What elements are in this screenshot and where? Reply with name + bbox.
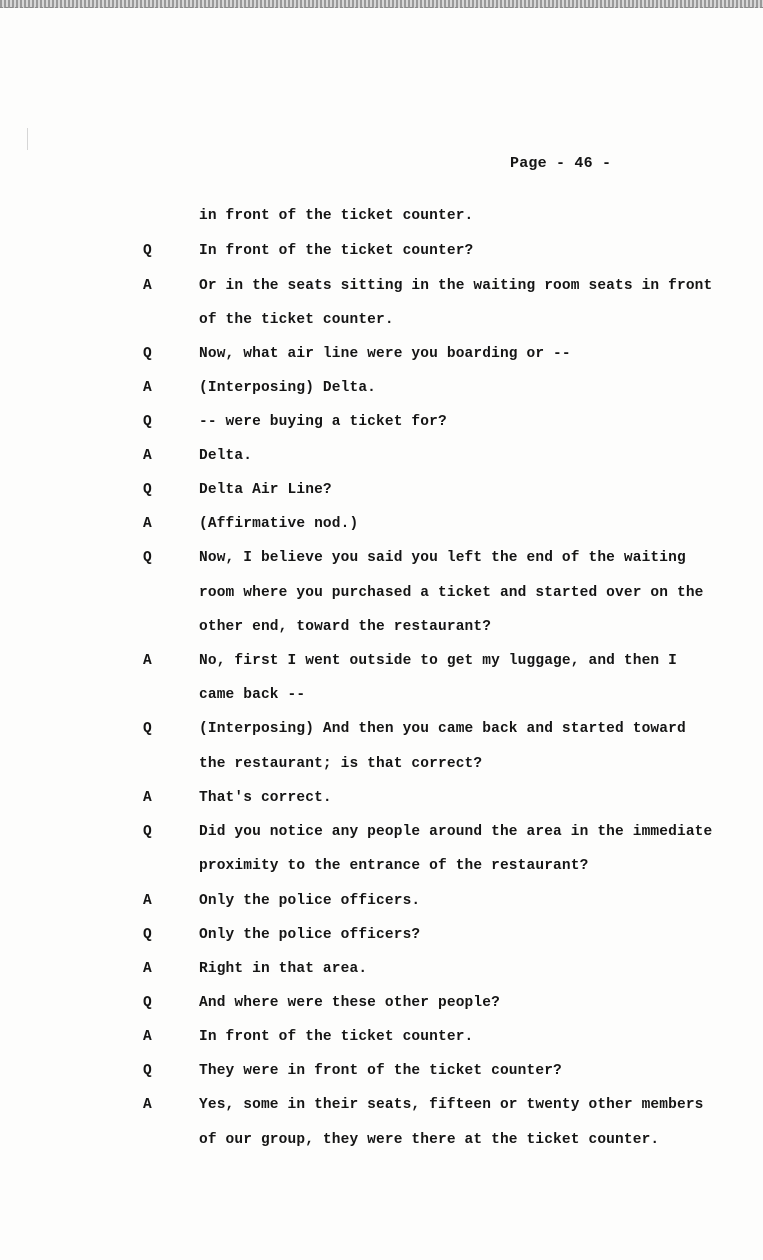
line-text: In front of the ticket counter? [199,243,474,259]
line-text: Did you notice any people around the area in the immediate [199,824,713,840]
line-text: of our group, they were there at the ticket counter. [199,1132,660,1148]
line-text: (Affirmative nod.) [199,516,359,532]
line-text: Only the police officers. [199,893,421,909]
line-text: -- were buying a ticket for? [199,414,447,430]
line-text: That's correct. [199,790,332,806]
page-number: Page - 46 - [510,155,612,172]
line-text: Delta. [199,448,253,464]
line-text: Now, what air line were you boarding or -- [199,346,571,362]
line-text: In front of the ticket counter. [199,1029,474,1045]
line-text: Only the police officers? [199,927,421,943]
line-text: of the ticket counter. [199,312,394,328]
line-text: the restaurant; is that correct? [199,756,483,772]
speaker-label: Q [143,482,152,498]
line-text: in front of the ticket counter. [199,208,474,224]
line-text: Delta Air Line? [199,482,332,498]
line-text: room where you purchased a ticket and started over on the [199,585,704,601]
line-text: (Interposing) And then you came back and started toward [199,721,686,737]
speaker-label: Q [143,721,152,737]
speaker-label: Q [143,824,152,840]
line-text: They were in front of the ticket counter? [199,1063,562,1079]
speaker-label: A [143,653,152,669]
speaker-label: Q [143,995,152,1011]
speaker-label: Q [143,550,152,566]
scan-artifact [27,128,30,150]
line-text: Now, I believe you said you left the end of the waiting [199,550,686,566]
scanned-page-top-edge [0,0,763,8]
speaker-label: A [143,380,152,396]
line-text: Or in the seats sitting in the waiting room seats in front [199,278,713,294]
line-text: (Interposing) Delta. [199,380,377,396]
line-text: proximity to the entrance of the restaurant? [199,858,589,874]
speaker-label: A [143,961,152,977]
line-text: came back -- [199,687,306,703]
speaker-label: A [143,278,152,294]
line-text: other end, toward the restaurant? [199,619,492,635]
line-text: And where were these other people? [199,995,500,1011]
line-text: No, first I went outside to get my luggage, and then I [199,653,677,669]
speaker-label: Q [143,927,152,943]
speaker-label: A [143,516,152,532]
speaker-label: Q [143,414,152,430]
speaker-label: Q [143,243,152,259]
speaker-label: A [143,790,152,806]
speaker-label: A [143,893,152,909]
line-text: Yes, some in their seats, fifteen or twenty other members [199,1097,704,1113]
speaker-label: Q [143,346,152,362]
speaker-label: A [143,1097,152,1113]
speaker-label: A [143,448,152,464]
speaker-label: Q [143,1063,152,1079]
speaker-label: A [143,1029,152,1045]
line-text: Right in that area. [199,961,368,977]
